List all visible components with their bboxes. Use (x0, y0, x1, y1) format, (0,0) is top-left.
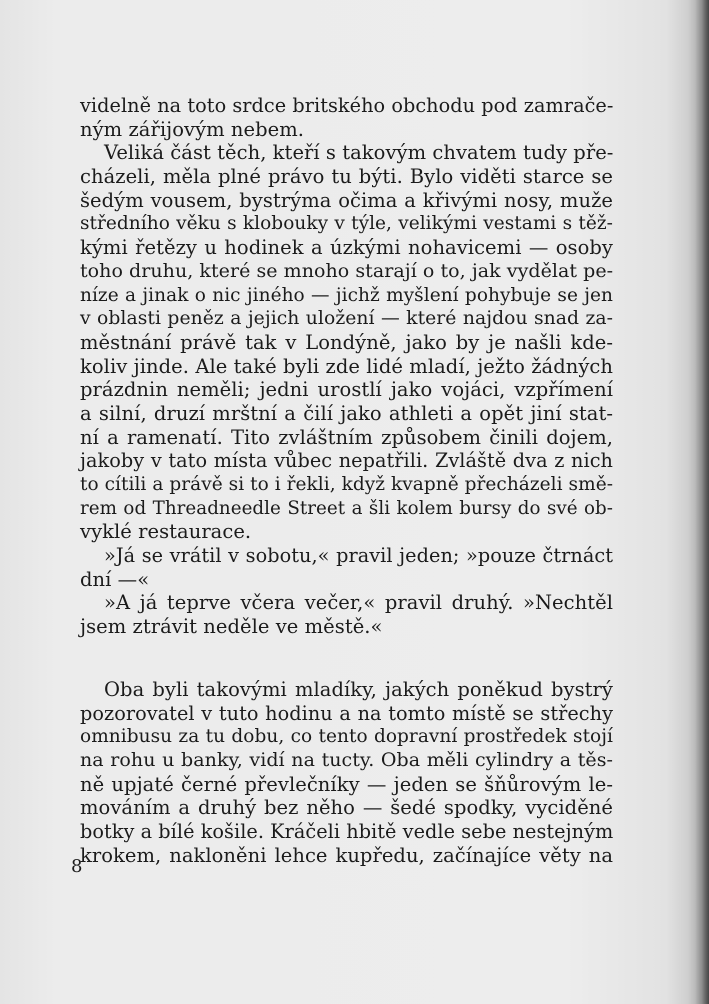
text-line: prázdnin neměli; jedni urostlí jako vojáci, vzpřímení (80, 378, 613, 402)
text-line: šedým vousem, bystrýma očima a křivými nosy, muže (80, 188, 613, 212)
text-line: omnibusu za tu dobu, co tento dopravní prostředek stojí (80, 726, 613, 748)
text-line: »A já teprve včera večer,« pravil druhý. »Nechtěl (104, 591, 613, 615)
text-line: Oba byli takovými mladíky, jakých poněkud bystrý (104, 677, 613, 701)
page-edge-shadow (695, 0, 709, 1004)
text-line: níze a jinak o nic jiného — jichž myšlení pohybuje se jen (80, 284, 613, 306)
text-line: ní a ramenatí. Tito zvláštním způsobem činili dojem, (80, 425, 613, 449)
text-line: krokem, nakloněni lehce kupředu, začínajíce věty na (80, 843, 613, 867)
text-line: kými řetězy u hodinek a úzkými nohavicemi — osoby (80, 236, 613, 260)
text-line: botky a bílé košile. Kráčeli hbitě vedle sebe nestejným (80, 819, 614, 843)
section-gap (80, 639, 613, 678)
text-line: cházeli, měla plné právo tu býti. Bylo viděti starce se (80, 165, 613, 189)
text-line: koliv jinde. Ale také byli zde lidé mladí, ježto žádných (80, 354, 613, 378)
text-block-lower (80, 678, 613, 868)
text-line: rem od Threadneedle Street a šli kolem bursy do své ob- (80, 497, 613, 519)
text-block-upper (80, 94, 613, 639)
text-line: mováním a druhý bez něho — šedé spodky, vyciděné (80, 796, 613, 820)
text-line: Veliká část těch, kteří s takovým chvatem tudy pře- (104, 141, 614, 165)
text-line: »Já se vrátil v sobotu,« pravil jeden; »pouze čtrnáct (104, 544, 613, 568)
text-line: ně upjaté černé převlečníky — jeden se šňůrovým le- (80, 772, 613, 796)
text-line: středního věku s klobouky v týle, velikými vestami s těž- (80, 213, 613, 235)
page-text (80, 94, 613, 867)
text-line: pozorovatel v tuto hodinu a na tomto místě se střechy (80, 701, 613, 725)
text-line: na rohu u banky, vidí na tucty. Oba měli cylindry a těs- (80, 748, 613, 771)
text-line: videlně na toto srdce britského obchodu pod zamrače- (80, 94, 614, 117)
page-number: 8 (71, 856, 83, 877)
text-line: v oblasti peněz a jejich uložení — které najdou snad za- (80, 308, 613, 330)
text-line: jakoby v tato místa vůbec nepatřili. Zvláště dva z nich (80, 449, 613, 473)
text-line: toho druhu, které se mnoho starají o to, jak vydělat pe- (80, 259, 614, 282)
text-line: jsem ztrávit neděle ve městě.« (80, 615, 383, 639)
text-line: a silní, druzí mrštní a čilí jako athleti a opět jiní stat- (80, 401, 613, 425)
text-line: dní —« (80, 567, 150, 591)
text-line: městnání právě tak v Londýně, jako by je našli kde- (80, 330, 613, 354)
text-line: to cítili a právě si to i řekli, když kvapně přecházeli smě- (80, 474, 613, 495)
text-line: ným zářijovým nebem. (80, 117, 305, 141)
text-line: vyklé restaurace. (80, 520, 252, 544)
